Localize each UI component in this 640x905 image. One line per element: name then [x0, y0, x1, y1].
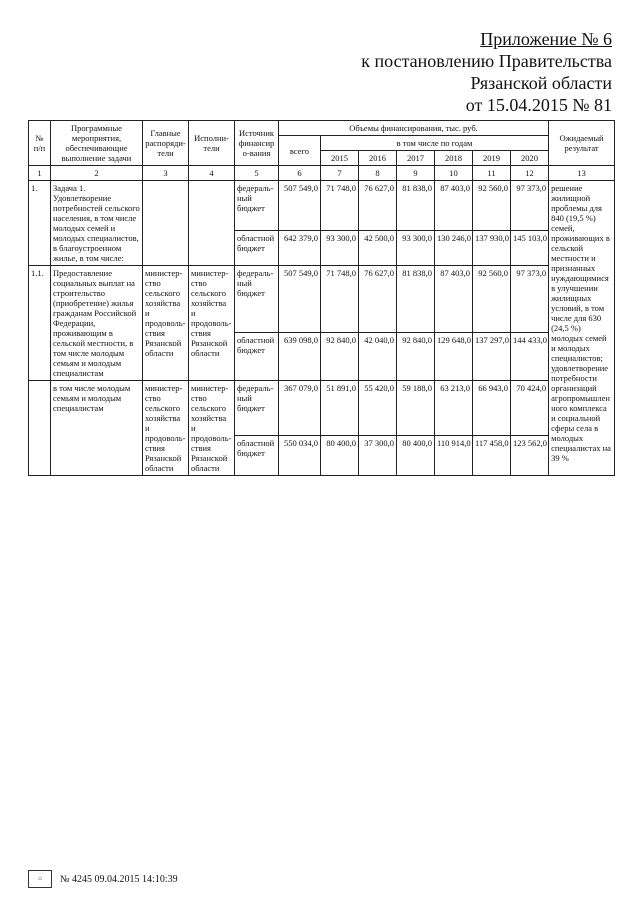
col-activity-header: Программные мероприятия, обеспечивающие выполнение задачи [51, 121, 143, 166]
year-header: 2018 [435, 151, 473, 166]
row-year-value: 63 213,0 [435, 381, 473, 436]
row-year-value: 137 930,0 [473, 230, 511, 265]
e-government-logo [28, 870, 52, 888]
row-year-value: 55 420,0 [359, 381, 397, 436]
row-total: 642 379,0 [279, 230, 321, 265]
row-year-value: 137 297,0 [473, 333, 511, 381]
row-year-value: 144 433,0 [511, 333, 549, 381]
year-header: 2015 [321, 151, 359, 166]
row-manager: министер-ство сельского хозяйства и продоволь-ствия Рязанской области [143, 381, 189, 476]
year-header: 2020 [511, 151, 549, 166]
row-year-value: 97 373,0 [511, 266, 549, 333]
row-year-value: 92 560,0 [473, 266, 511, 333]
col-manager-header: Главные распоряди-тели [143, 121, 189, 166]
col-by-year-header: в том числе по годам [321, 136, 549, 151]
row-manager [143, 181, 189, 266]
row-source: областной бюджет [235, 333, 279, 381]
row-source: федераль-ный бюджет [235, 266, 279, 333]
year-header: 2017 [397, 151, 435, 166]
row-total: 367 079,0 [279, 381, 321, 436]
row-total: 550 034,0 [279, 436, 321, 476]
row-year-value: 110 914,0 [435, 436, 473, 476]
column-number: 8 [359, 166, 397, 181]
col-total-header: всего [279, 136, 321, 166]
appendix-to-resolution: к постановлению Правительства [361, 51, 612, 71]
row-year-value: 93 300,0 [397, 230, 435, 265]
column-number: 4 [189, 166, 235, 181]
document-footer [28, 870, 178, 888]
row-activity: в том числе молодым семьям и молодым специалистам [51, 381, 143, 476]
column-number: 6 [279, 166, 321, 181]
row-year-value: 80 400,0 [397, 436, 435, 476]
row-number [29, 381, 51, 476]
table-row [29, 381, 615, 436]
column-number: 1 [29, 166, 51, 181]
column-number: 9 [397, 166, 435, 181]
row-expected-result: решение жилищной проблемы для 840 (19,5 %) семей, проживающих в сельской местности и признанных нуждающимися в улучшении жилищных условий, в том числе для 630 (24,5 %) молодых семей и молодых специалистов; удовлетворение потребности организаций агропромышленного комплекса и социальной сферы села в молодых специалистах на 39 % [549, 181, 615, 476]
row-source: областной бюджет [235, 230, 279, 265]
row-executor: министер-ство сельского хозяйства и продоволь-ствия Рязанской области [189, 381, 235, 476]
row-source: федераль-ный бюджет [235, 381, 279, 436]
row-year-value: 42 040,0 [359, 333, 397, 381]
column-number: 3 [143, 166, 189, 181]
row-year-value: 76 627,0 [359, 181, 397, 231]
row-number: 1. [29, 181, 51, 266]
row-year-value: 123 562,0 [511, 436, 549, 476]
row-year-value: 92 840,0 [397, 333, 435, 381]
row-executor [189, 181, 235, 266]
financing-table-wrapper [28, 120, 612, 476]
row-year-value: 117 458,0 [473, 436, 511, 476]
row-year-value: 145 103,0 [511, 230, 549, 265]
appendix-date: от 15.04.2015 № 81 [465, 95, 612, 115]
column-number: 11 [473, 166, 511, 181]
row-activity: Задача 1. Удовлетворение потребностей сельского населения, в том числе молодых семей и молодых специалистов, в благоустроенном жилье, в том числе: [51, 181, 143, 266]
row-year-value: 87 403,0 [435, 181, 473, 231]
row-year-value: 37 300,0 [359, 436, 397, 476]
column-number: 2 [51, 166, 143, 181]
row-year-value: 59 188,0 [397, 381, 435, 436]
column-number: 10 [435, 166, 473, 181]
col-executor-header: Исполни-тели [189, 121, 235, 166]
column-number: 5 [235, 166, 279, 181]
row-year-value: 93 300,0 [321, 230, 359, 265]
row-total: 639 098,0 [279, 333, 321, 381]
row-year-value: 42 500,0 [359, 230, 397, 265]
table-row [29, 181, 615, 231]
column-number: 12 [511, 166, 549, 181]
row-year-value: 92 560,0 [473, 181, 511, 231]
registration-stamp: № 4245 09.04.2015 14:10:39 [60, 873, 178, 885]
col-result-header: Ожидаемый результат [549, 121, 615, 166]
row-year-value: 76 627,0 [359, 266, 397, 333]
row-year-value: 80 400,0 [321, 436, 359, 476]
column-number: 13 [549, 166, 615, 181]
row-total: 507 549,0 [279, 266, 321, 333]
row-year-value: 129 648,0 [435, 333, 473, 381]
logo-mark: ⌂ [38, 876, 42, 882]
appendix-region: Рязанской области [470, 73, 612, 93]
row-year-value: 81 838,0 [397, 181, 435, 231]
row-year-value: 92 840,0 [321, 333, 359, 381]
column-number: 7 [321, 166, 359, 181]
row-source: федераль-ный бюджет [235, 181, 279, 231]
row-year-value: 87 403,0 [435, 266, 473, 333]
row-year-value: 51 891,0 [321, 381, 359, 436]
row-year-value: 71 748,0 [321, 266, 359, 333]
row-year-value: 97 373,0 [511, 181, 549, 231]
financing-table [28, 120, 615, 476]
row-number: 1.1. [29, 266, 51, 381]
row-total: 507 549,0 [279, 181, 321, 231]
row-source: областной бюджет [235, 436, 279, 476]
row-executor: министер-ство сельского хозяйства и продоволь-ствия Рязанской области [189, 266, 235, 381]
col-num-header: № п/п [29, 121, 51, 166]
row-year-value: 66 943,0 [473, 381, 511, 436]
col-source-header: Источник финансиро-вания [235, 121, 279, 166]
row-activity: Предоставление социальных выплат на строительство (приобретение) жилья гражданам Российской Федерации, проживающим в сельской местности, в том числе молодым семьям и молодым специалистам [51, 266, 143, 381]
year-header: 2016 [359, 151, 397, 166]
column-number-row [29, 166, 615, 181]
col-financing-header: Объемы финансирования, тыс. руб. [279, 121, 549, 136]
row-year-value: 130 246,0 [435, 230, 473, 265]
year-header: 2019 [473, 151, 511, 166]
row-manager: министер-ство сельского хозяйства и продоволь-ствия Рязанской области [143, 266, 189, 381]
table-row [29, 266, 615, 333]
row-year-value: 70 424,0 [511, 381, 549, 436]
row-year-value: 71 748,0 [321, 181, 359, 231]
row-year-value: 81 838,0 [397, 266, 435, 333]
appendix-number: Приложение № 6 [480, 29, 612, 49]
document-header [28, 28, 612, 116]
